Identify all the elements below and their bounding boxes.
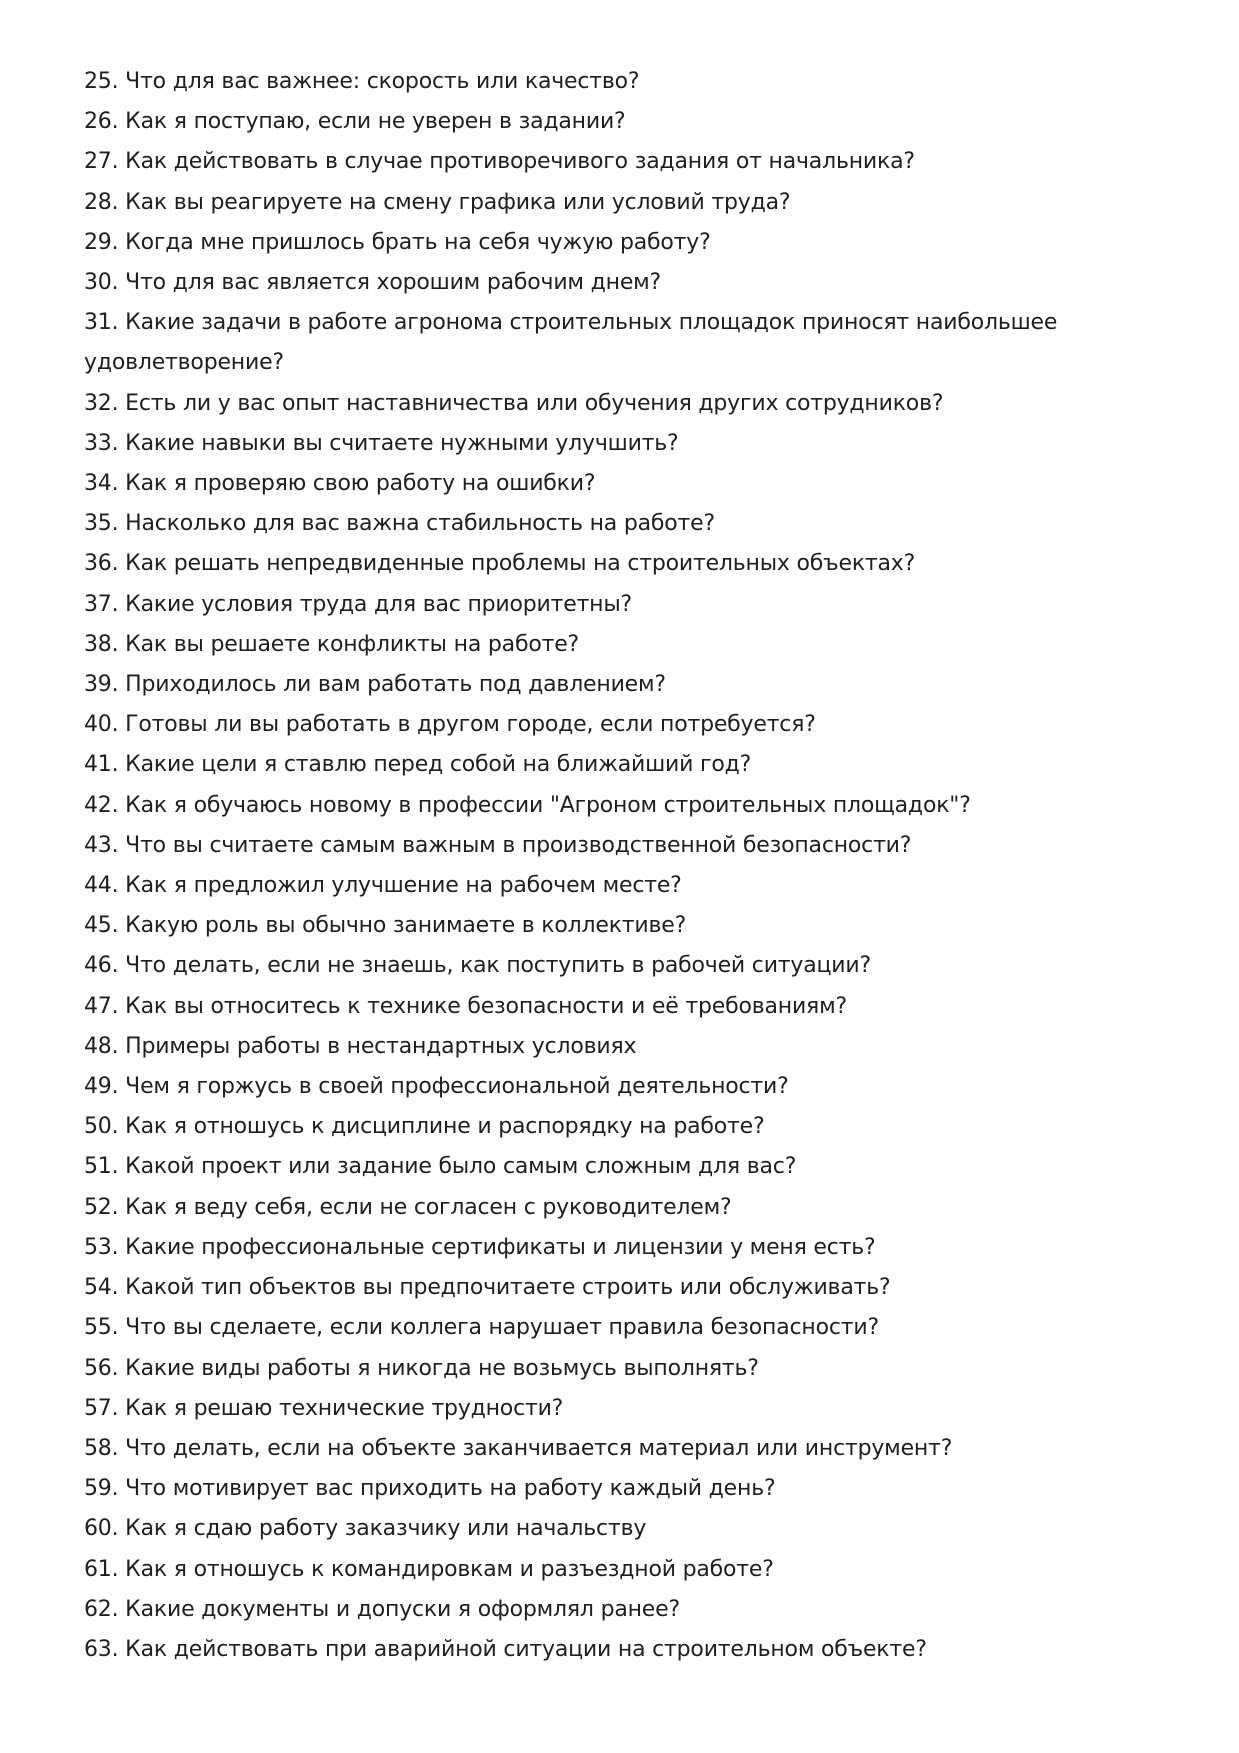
question-item: 55. Что вы сделаете, если коллега нарушает правила безопасности?	[84, 1315, 879, 1341]
question-item: 56. Какие виды работы я никогда не возьмусь выполнять?	[84, 1355, 759, 1381]
question-item: 40. Готовы ли вы работать в другом городе, если потребуется?	[84, 712, 816, 738]
question-item: 52. Как я веду себя, если не согласен с руководителем?	[84, 1194, 732, 1220]
question-item: 63. Как действовать при аварийной ситуации на строительном объекте?	[84, 1636, 927, 1662]
question-item: 61. Как я отношусь к командировкам и разъездной работе?	[84, 1556, 774, 1582]
question-item: 60. Как я сдаю работу заказчику или начальству	[84, 1516, 647, 1542]
question-item: 26. Как я поступаю, если не уверен в задании?	[84, 109, 626, 135]
question-item: 36. Как решать непредвиденные проблемы на строительных объектах?	[84, 551, 916, 577]
question-item: 47. Как вы относитесь к технике безопасности и её требованиям?	[84, 993, 847, 1019]
question-item: 46. Что делать, если не знаешь, как поступить в рабочей ситуации?	[84, 953, 871, 979]
question-item: 59. Что мотивирует вас приходить на работу каждый день?	[84, 1476, 776, 1502]
question-item: 50. Как я отношусь к дисциплине и распорядку на работе?	[84, 1114, 765, 1140]
question-list	[84, 62, 1164, 1670]
question-item: 30. Что для вас является хорошим рабочим днем?	[84, 270, 662, 296]
question-item: 41. Какие цели я ставлю перед собой на ближайший год?	[84, 752, 752, 778]
question-item: 42. Как я обучаюсь новому в профессии "Агроном строительных площадок"?	[84, 792, 971, 818]
question-item: 58. Что делать, если на объекте заканчивается материал или инструмент?	[84, 1435, 953, 1461]
question-item: 62. Какие документы и допуски я оформлял ранее?	[84, 1596, 680, 1622]
question-item: 25. Что для вас важнее: скорость или качество?	[84, 69, 640, 94]
question-item: 54. Какой тип объектов вы предпочитаете строить или обслуживать?	[84, 1275, 891, 1301]
question-item: 34. Как я проверяю свою работу на ошибки?	[84, 471, 596, 497]
question-item: 38. Как вы решаете конфликты на работе?	[84, 631, 580, 657]
question-item: 57. Как я решаю технические трудности?	[84, 1395, 564, 1421]
question-item: 27. Как действовать в случае противоречивого задания от начальника?	[84, 149, 915, 175]
question-item: 39. Приходилось ли вам работать под давлением?	[84, 672, 666, 698]
question-item: 51. Какой проект или задание было самым сложным для вас?	[84, 1154, 797, 1180]
question-item: 28. Как вы реагируете на смену графика или условий труда?	[84, 189, 791, 215]
question-item: 31. Какие задачи в работе агронома строительных площадок приносят наибольшее удовлетворение?	[84, 310, 1058, 376]
question-item: 29. Когда мне пришлось брать на себя чужую работу?	[84, 229, 711, 255]
question-item: 44. Как я предложил улучшение на рабочем месте?	[84, 873, 682, 899]
question-item: 33. Какие навыки вы считаете нужными улучшить?	[84, 430, 679, 456]
question-item: 35. Насколько для вас важна стабильность на работе?	[84, 511, 715, 537]
question-item: 45. Какую роль вы обычно занимаете в коллективе?	[84, 913, 687, 939]
question-item: 32. Есть ли у вас опыт наставничества или обучения других сотрудников?	[84, 390, 944, 416]
question-item: 48. Примеры работы в нестандартных условиях	[84, 1033, 637, 1059]
question-item: 53. Какие профессиональные сертификаты и лицензии у меня есть?	[84, 1234, 876, 1260]
question-item: 43. Что вы считаете самым важным в производственной безопасности?	[84, 832, 912, 858]
question-item: 49. Чем я горжусь в своей профессиональной деятельности?	[84, 1074, 789, 1100]
question-item: 37. Какие условия труда для вас приоритетны?	[84, 591, 633, 617]
